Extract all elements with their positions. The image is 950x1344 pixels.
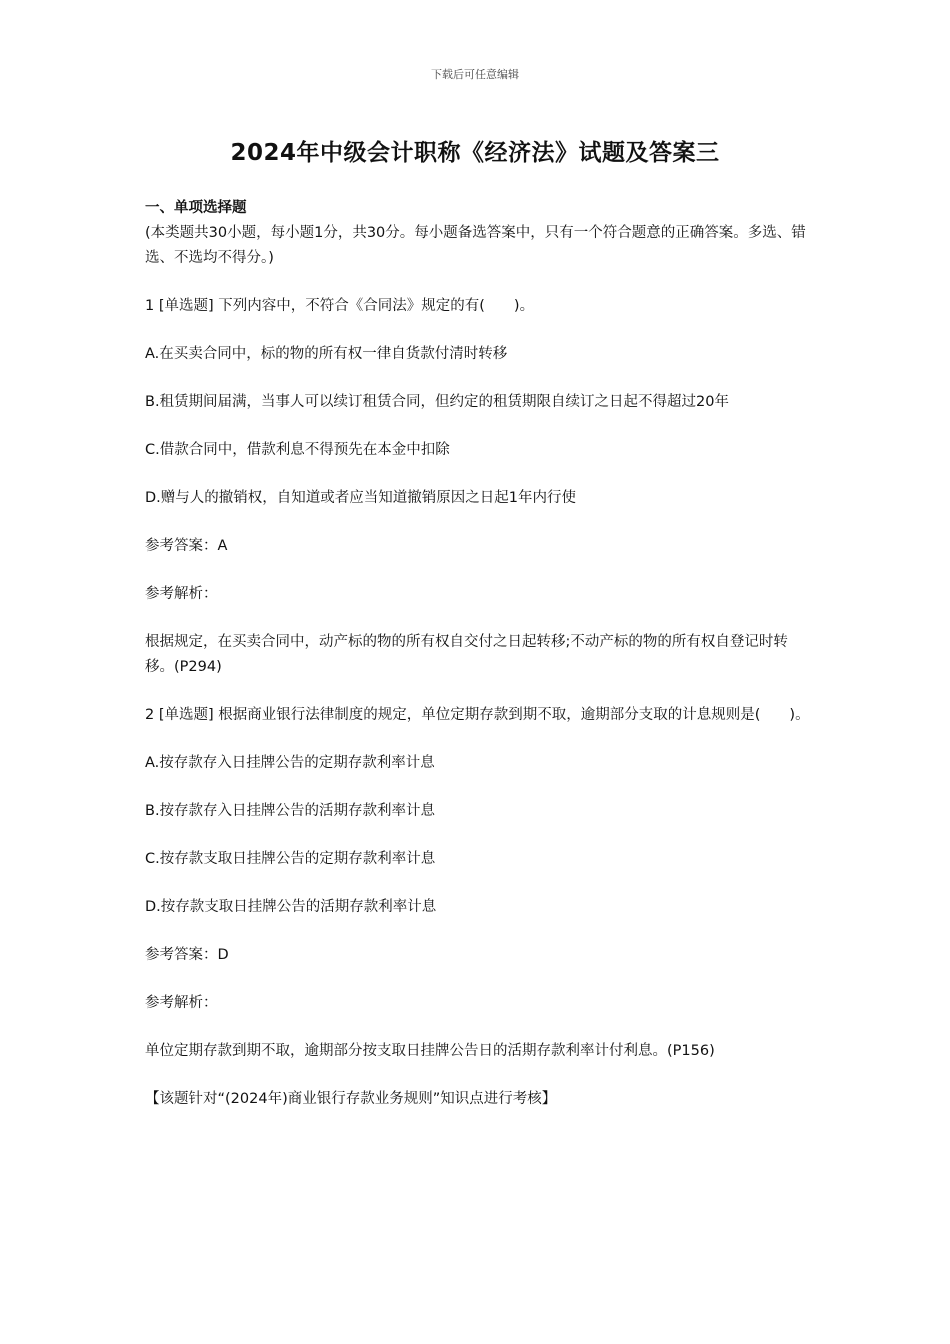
option-a: A.按存款存入日挂牌公告的定期存款利率计息 [145,755,435,771]
answer: 参考答案：A [145,538,228,554]
option-a: A.在买卖合同中，标的物的所有权一律自货款付清时转移 [145,346,508,362]
option-c: C.借款合同中，借款利息不得预先在本金中扣除 [145,442,450,458]
question-stem: 1 [单选题] 下列内容中，不符合《合同法》规定的有( )。 [145,298,535,314]
option-b: B.租赁期间届满，当事人可以续订租赁合同，但约定的租赁期限自续订之日起不得超过20年 [145,394,730,410]
option-d: D.赠与人的撤销权，自知道或者应当知道撤销原因之日起1年内行使 [145,490,576,506]
analysis-text: 根据规定，在买卖合同中，动产标的物的所有权自交付之日起转移;不动产标的物的所有权自登记时转移。(P294) [145,634,788,675]
option-c: C.按存款支取日挂牌公告的定期存款利率计息 [145,851,436,867]
analysis-label: 参考解析： [145,586,218,602]
analysis-text: 单位定期存款到期不取，逾期部分按支取日挂牌公告日的活期存款利率计付利息。(P156) [145,1043,715,1059]
question-stem: 2 [单选题] 根据商业银行法律制度的规定，单位定期存款到期不取，逾期部分支取的计息规则是( )。 [145,707,810,723]
answer: 参考答案：D [145,947,229,963]
option-d: D.按存款支取日挂牌公告的活期存款利率计息 [145,899,437,915]
analysis-label: 参考解析： [145,995,218,1011]
option-b: B.按存款存入日挂牌公告的活期存款利率计息 [145,803,436,819]
document-body [145,196,810,1112]
document-title: 2024年中级会计职称《经济法》试题及答案三 [230,140,720,166]
section-heading: 一、单项选择题 [145,200,247,216]
knowledge-point-note: 【该题针对“(2024年)商业银行存款业务规则”知识点进行考核】 [145,1091,557,1107]
header-note: 下载后可任意编辑 [431,68,519,81]
section-instructions: (本类题共30小题，每小题1分，共30分。每小题备选答案中，只有一个符合题意的正确答案。多选、错选、不选均不得分。) [145,225,806,266]
